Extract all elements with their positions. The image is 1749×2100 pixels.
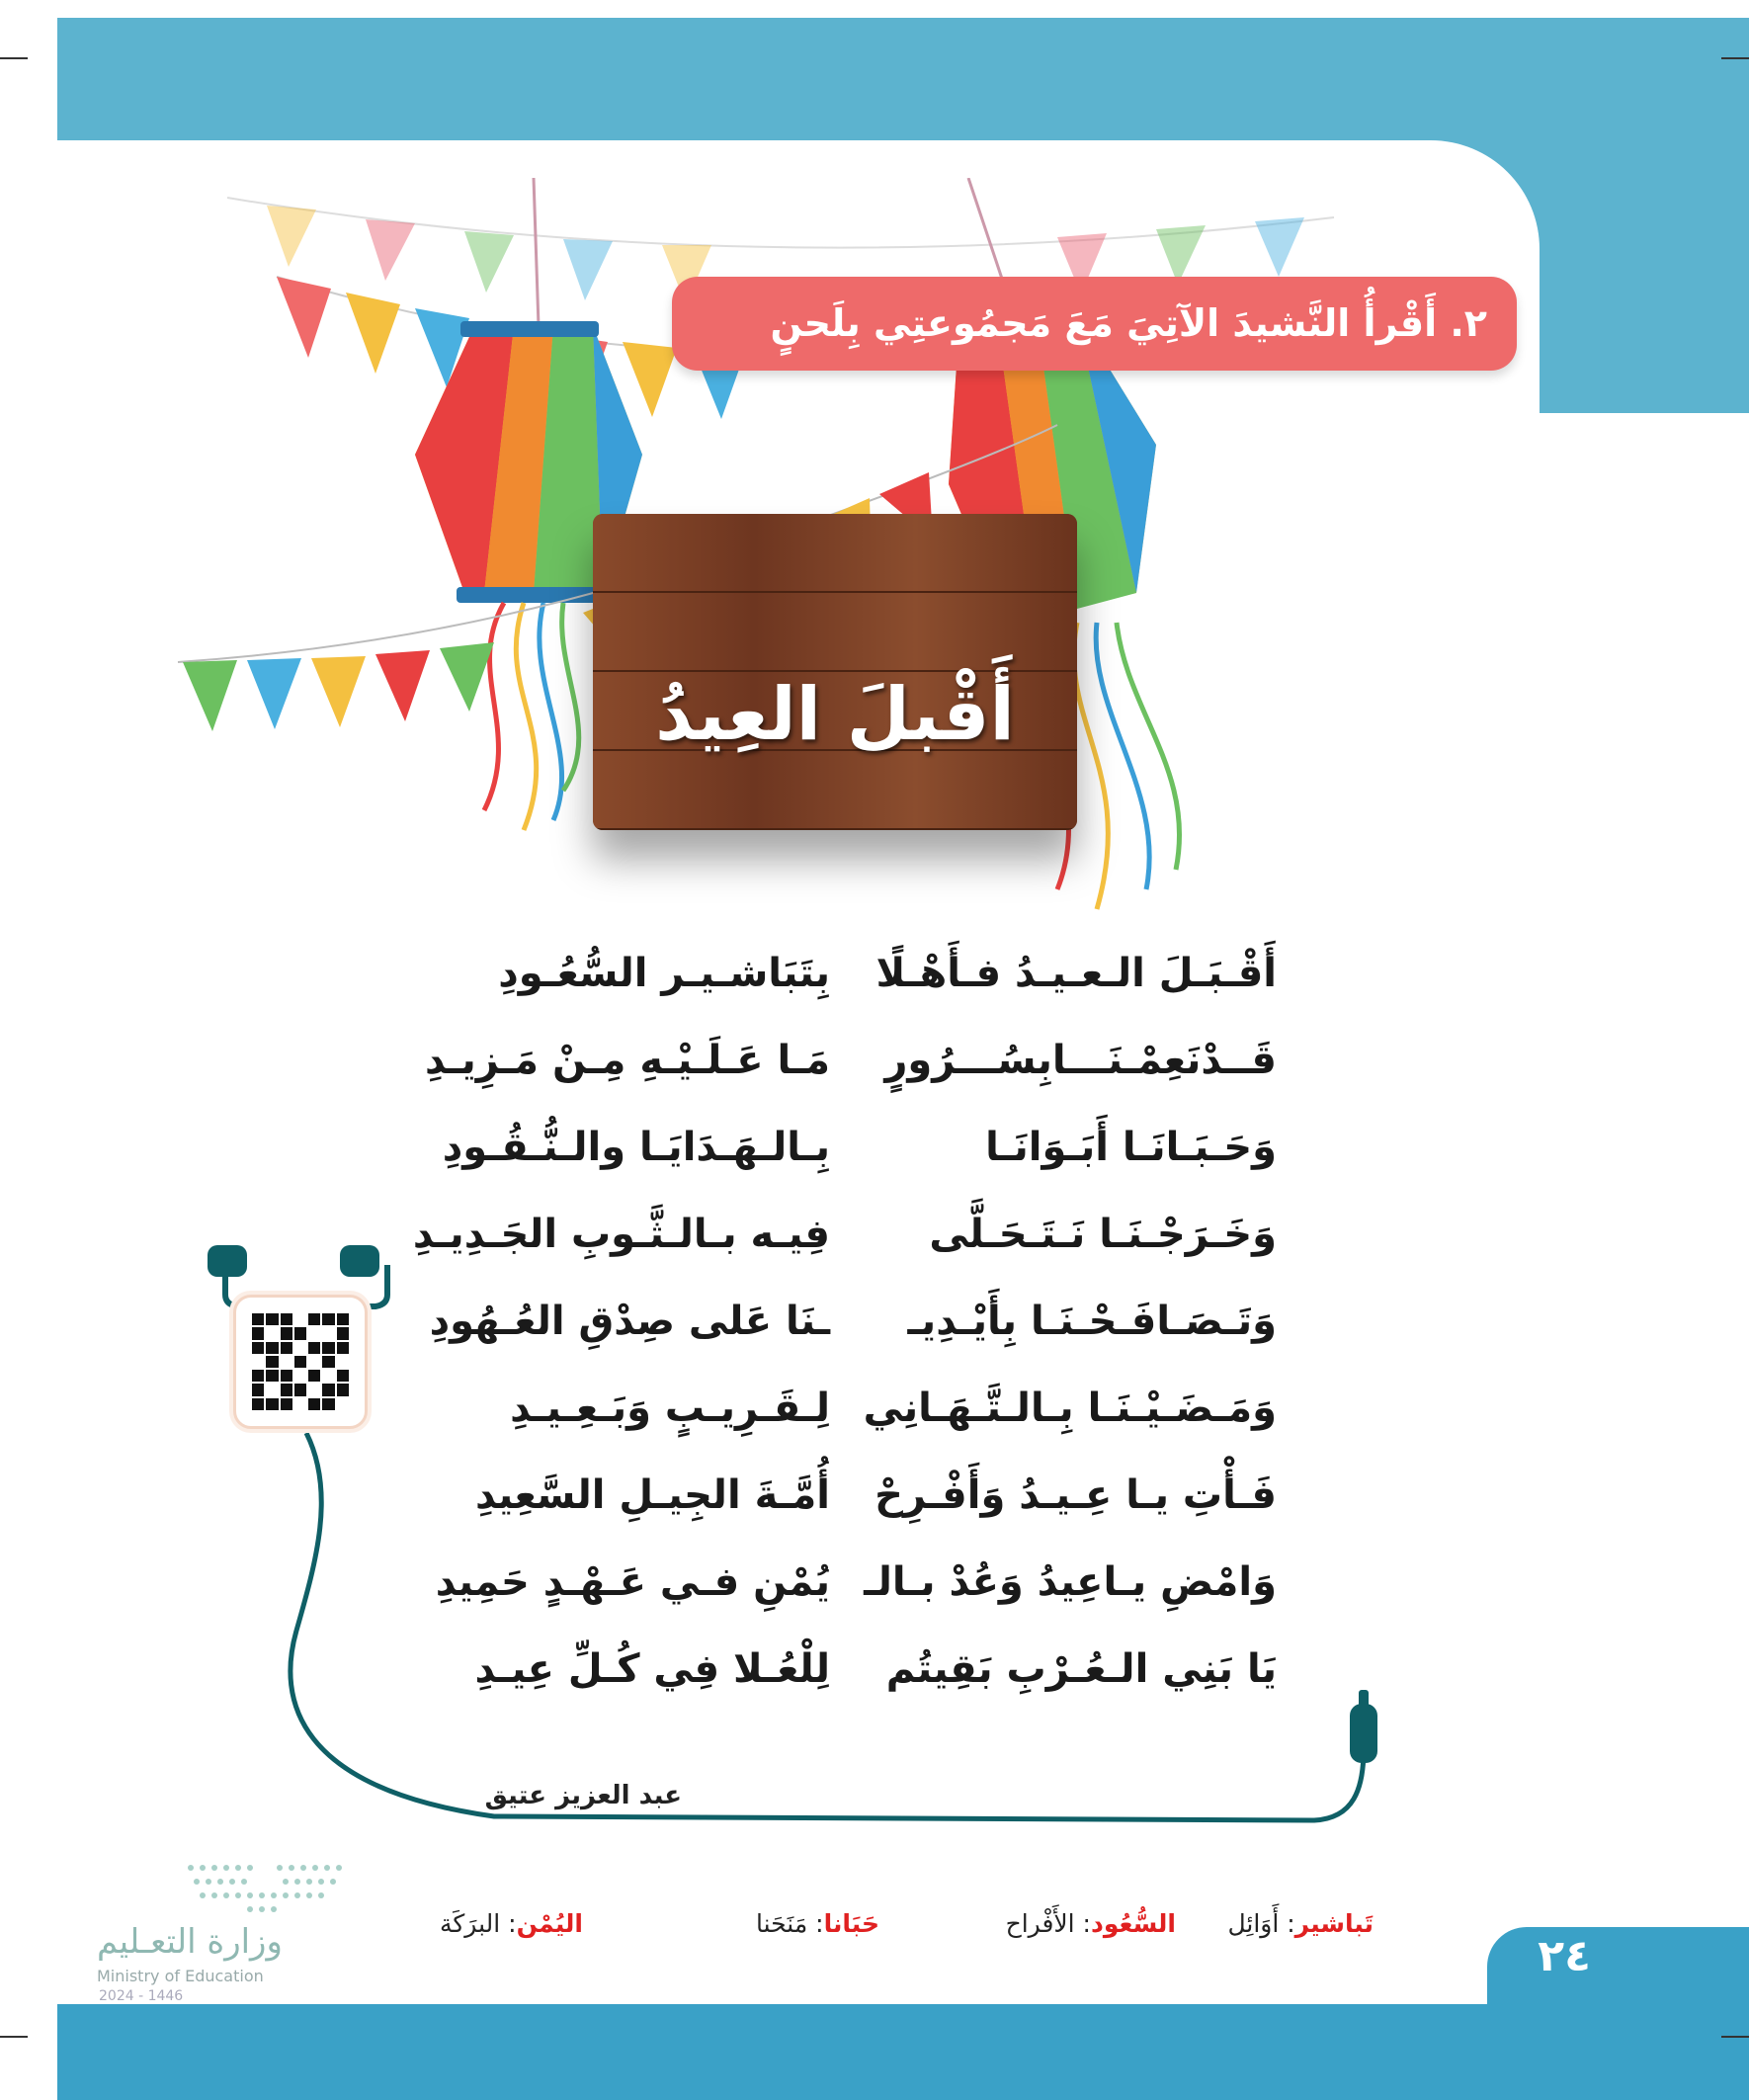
verse-left-5: ـنَا عَلى صِدْقِ العُـهُودِ (429, 1299, 830, 1344)
audio-cord (198, 1235, 1403, 1848)
glossary-term: حَبَانا (823, 1909, 879, 1938)
verse-right-9: يَا بَنِي الـعُـرْبِ بَقِيتُم (885, 1646, 1277, 1692)
verse-right-2: قَــدْنَعِمْـنَـــابِسُـــرُورٍ (884, 1038, 1277, 1083)
verse-right-7: فَـأْتِ يـا عِـيـدُ وَأَفْـرِحْ (874, 1472, 1277, 1518)
verse-left-9: لِلْعُـلا فِي كُـلِّ عِيـدِ (474, 1646, 830, 1692)
poem-title: أَقْبلَ العِيدُ (655, 672, 1015, 757)
crop-mark (0, 57, 28, 59)
crop-mark (1721, 2036, 1749, 2038)
page-number-tab (1487, 1927, 1749, 2004)
glossary-meaning: : أَوَائِل (1227, 1909, 1295, 1938)
crop-mark (1721, 57, 1749, 59)
verse-right-5: وَتَـصَـافَـحْـنَـا بِأَيْـدِيـ (907, 1299, 1277, 1344)
verse-left-1: بِتَبَاشـيـر السُّعُـودِ (498, 951, 830, 996)
glossary-item (756, 1909, 879, 1938)
page-number: ٢٤ (1538, 1931, 1591, 1981)
verse-left-6: لِـقَـرِيـبٍ وَبَـعِـيـدِ (510, 1386, 830, 1431)
glossary-term: تَباشير (1294, 1909, 1374, 1938)
verse-right-4: وَخَـرَجْـنَـا نَـتَـحَـلَّى (929, 1212, 1277, 1257)
verse-left-8: يُمْنِ فـي عَـهْـدٍ حَمِيدِ (435, 1559, 830, 1605)
glossary-item (1227, 1909, 1374, 1938)
verse-right-1: أَقْـبَـلَ الـعـيـدُ فـأَهْـلًا (875, 951, 1277, 996)
verse-left-2: مَـا عَـلَـيْـهِ مِـنْ مَـزِيـدِ (424, 1038, 830, 1083)
verse-right-6: وَمَـضَـيْـنَـا بِـالـتَّـهَـانِي (863, 1386, 1277, 1431)
ministry-logo-icon (181, 1858, 349, 1917)
glossary-term: اليُمْن (516, 1909, 583, 1938)
crop-mark (0, 2036, 28, 2038)
glossary-term: السُّعُود (1090, 1909, 1176, 1938)
bottom-banner (57, 2004, 1749, 2100)
ministry-name-en: Ministry of Education (97, 1967, 264, 1985)
verse-left-3: بِـالـهَـدَايَـا والـنُّـقُـودِ (442, 1125, 830, 1170)
ministry-year: 2024 - 1446 (99, 1988, 184, 2004)
verse-right-8: وَامْضِ يـاعِيدُ وَعُدْ بـالـ (864, 1559, 1277, 1605)
verse-left-4: فِيـه بـالـثَّـوبِ الجَـدِيـدِ (412, 1212, 830, 1257)
headphone-right-icon (336, 1241, 383, 1281)
glossary-meaning: : الأَفْراح (1005, 1909, 1091, 1938)
glossary-meaning: : مَنَحَنا (756, 1909, 824, 1938)
poem-author: عبد العزيز عتيق (484, 1781, 682, 1810)
instruction-banner: ٢. أَقْرأُ النَّشيدَ الآتِيَ مَعَ مَجمُوعتِي بِلَحنٍ جَميلٍ (672, 277, 1517, 371)
glossary-meaning: : البرَكَة (440, 1909, 517, 1938)
glossary-item (1006, 1909, 1176, 1938)
glossary-item (440, 1909, 583, 1938)
ministry-name-ar: وزارة التعـليم (97, 1922, 283, 1962)
headphone-left-icon (204, 1241, 251, 1281)
audio-qr-code[interactable] (233, 1295, 368, 1429)
verse-left-7: أُمَّـةَ الجِيـلِ السَّعِيدِ (475, 1472, 830, 1518)
verse-right-3: وَحَـبَـانَـا أَبَـوَانَـا (985, 1125, 1277, 1170)
